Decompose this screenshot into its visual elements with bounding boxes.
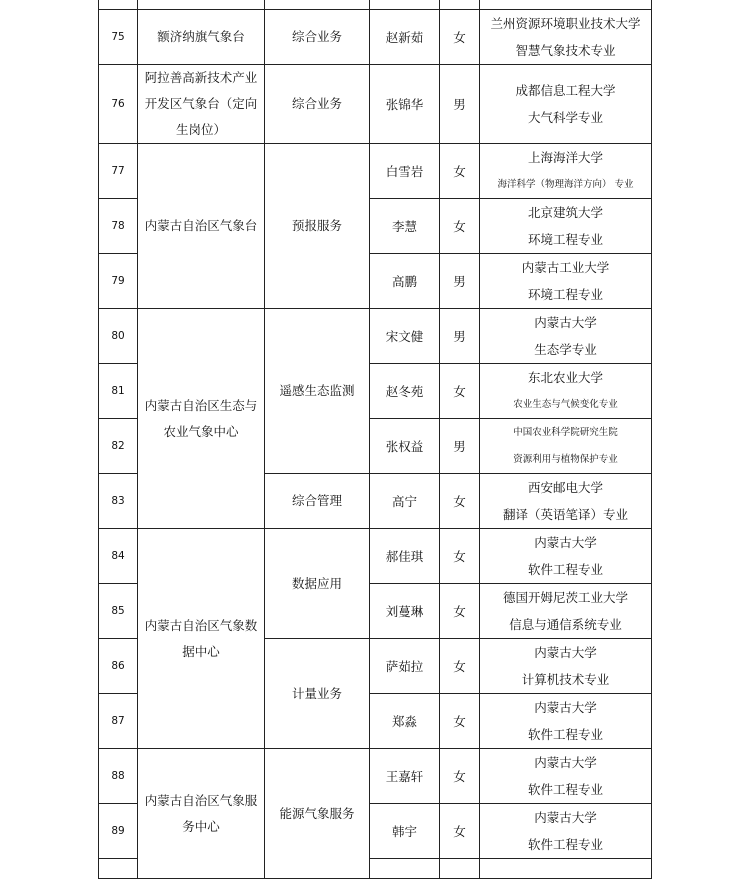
row-number: 86 — [99, 639, 138, 694]
school-name: 北京建筑大学 — [527, 205, 603, 220]
table-row — [99, 144, 652, 199]
major-name: 海洋科学（物理海洋方向） 专业 — [497, 179, 634, 190]
school-name: 内蒙古大学 — [534, 700, 597, 715]
school-major-cell — [480, 804, 652, 859]
major-name: 计算机技术专业 — [521, 672, 610, 687]
school-name: 兰州资源环境职业技术大学 — [490, 16, 641, 31]
row-number: 79 — [99, 254, 138, 309]
dept-cell: 预报服务 — [265, 144, 370, 309]
major-name: 软件工程专业 — [527, 727, 603, 742]
row-number: 75 — [99, 10, 138, 65]
school-name: 内蒙古大学 — [534, 810, 597, 825]
school-major-cell — [480, 364, 652, 419]
unit-cell: 内蒙古自治区气象服务中心 — [138, 749, 265, 879]
gender-cell: 男 — [440, 419, 480, 474]
dept-cell: 计量业务 — [265, 639, 370, 749]
name-cell: 高鹏 — [370, 254, 440, 309]
row-number: 85 — [99, 584, 138, 639]
name-cell: 张权益 — [370, 419, 440, 474]
unit-cell: 内蒙古自治区气象数据中心 — [138, 529, 265, 749]
gender-cell: 女 — [440, 529, 480, 584]
school-major-cell — [480, 65, 652, 144]
row-number: 81 — [99, 364, 138, 419]
name-cell: 郑淼 — [370, 694, 440, 749]
staff-table — [98, 0, 652, 879]
dept-cell: 综合业务 — [265, 65, 370, 144]
table-row — [99, 529, 652, 584]
name-cell: 韩宇 — [370, 804, 440, 859]
school-name: 内蒙古工业大学 — [521, 260, 610, 275]
major-name: 智慧气象技术专业 — [515, 43, 616, 58]
row-number: 78 — [99, 199, 138, 254]
name-cell: 李慧 — [370, 199, 440, 254]
school-name: 内蒙古大学 — [534, 755, 597, 770]
unit-cell: 额济纳旗气象台 — [138, 10, 265, 65]
name-cell: 刘蔓琳 — [370, 584, 440, 639]
major-name: 环境工程专业 — [527, 287, 603, 302]
name-cell: 白雪岩 — [370, 144, 440, 199]
unit-cell: 阿拉善高新技术产业开发区气象台（定向生岗位） — [138, 65, 265, 144]
name-cell: 王嘉轩 — [370, 749, 440, 804]
name-cell: 高宁 — [370, 474, 440, 529]
gender-cell: 女 — [440, 749, 480, 804]
school-major-cell — [480, 254, 652, 309]
name-cell: 赵冬苑 — [370, 364, 440, 419]
name-cell: 赵新茹 — [370, 10, 440, 65]
gender-cell: 女 — [440, 474, 480, 529]
major-name: 翻译（英语笔译）专业 — [502, 507, 628, 522]
gender-cell: 女 — [440, 199, 480, 254]
school-major-cell — [480, 529, 652, 584]
row-number: 76 — [99, 65, 138, 144]
school-major-cell — [480, 10, 652, 65]
major-name: 生态学专业 — [534, 342, 597, 357]
dept-cell: 数据应用 — [265, 529, 370, 639]
school-name: 成都信息工程大学 — [515, 83, 616, 98]
table-row — [99, 10, 652, 65]
gender-cell: 女 — [440, 694, 480, 749]
row-number: 82 — [99, 419, 138, 474]
school-major-cell — [480, 639, 652, 694]
major-name: 大气科学专业 — [527, 110, 603, 125]
gender-cell: 女 — [440, 584, 480, 639]
school-major-cell — [480, 749, 652, 804]
gender-cell: 男 — [440, 309, 480, 364]
school-major-cell — [480, 199, 652, 254]
table-row — [99, 749, 652, 804]
partial-top-row — [99, 0, 652, 10]
gender-cell: 女 — [440, 364, 480, 419]
row-number: 89 — [99, 804, 138, 859]
major-name: 软件工程专业 — [527, 562, 603, 577]
school-name: 内蒙古大学 — [534, 535, 597, 550]
gender-cell: 女 — [440, 144, 480, 199]
row-number: 87 — [99, 694, 138, 749]
gender-cell: 男 — [440, 65, 480, 144]
school-name: 西安邮电大学 — [527, 480, 603, 495]
unit-cell: 内蒙古自治区生态与农业气象中心 — [138, 309, 265, 529]
major-name: 软件工程专业 — [527, 782, 603, 797]
school-name: 内蒙古大学 — [534, 315, 597, 330]
name-cell: 郝佳琪 — [370, 529, 440, 584]
gender-cell: 女 — [440, 804, 480, 859]
row-number: 80 — [99, 309, 138, 364]
school-major-cell — [480, 419, 652, 474]
school-name: 中国农业科学院研究生院 — [513, 427, 618, 438]
row-number: 83 — [99, 474, 138, 529]
major-name: 软件工程专业 — [527, 837, 603, 852]
major-name: 信息与通信系统专业 — [509, 617, 622, 632]
school-name: 德国开姆尼茨工业大学 — [502, 590, 628, 605]
school-major-cell — [480, 309, 652, 364]
major-name: 农业生态与气候变化专业 — [513, 399, 618, 410]
gender-cell: 男 — [440, 254, 480, 309]
major-name: 资源利用与植物保护专业 — [513, 454, 618, 465]
school-major-cell — [480, 694, 652, 749]
dept-cell: 综合业务 — [265, 10, 370, 65]
school-major-cell — [480, 144, 652, 199]
row-number: 77 — [99, 144, 138, 199]
school-major-cell — [480, 584, 652, 639]
dept-cell: 遥感生态监测 — [265, 309, 370, 474]
school-name: 东北农业大学 — [527, 370, 603, 385]
gender-cell: 女 — [440, 639, 480, 694]
name-cell: 宋文健 — [370, 309, 440, 364]
school-name: 内蒙古大学 — [534, 645, 597, 660]
table-row — [99, 65, 652, 144]
unit-cell: 内蒙古自治区气象台 — [138, 144, 265, 309]
major-name: 环境工程专业 — [527, 232, 603, 247]
dept-cell: 能源气象服务 — [265, 749, 370, 879]
name-cell: 萨茹拉 — [370, 639, 440, 694]
row-number: 84 — [99, 529, 138, 584]
row-number: 88 — [99, 749, 138, 804]
name-cell: 张锦华 — [370, 65, 440, 144]
gender-cell: 女 — [440, 10, 480, 65]
school-major-cell — [480, 474, 652, 529]
dept-cell: 综合管理 — [265, 474, 370, 529]
table-row — [99, 309, 652, 364]
school-name: 上海海洋大学 — [527, 150, 603, 165]
